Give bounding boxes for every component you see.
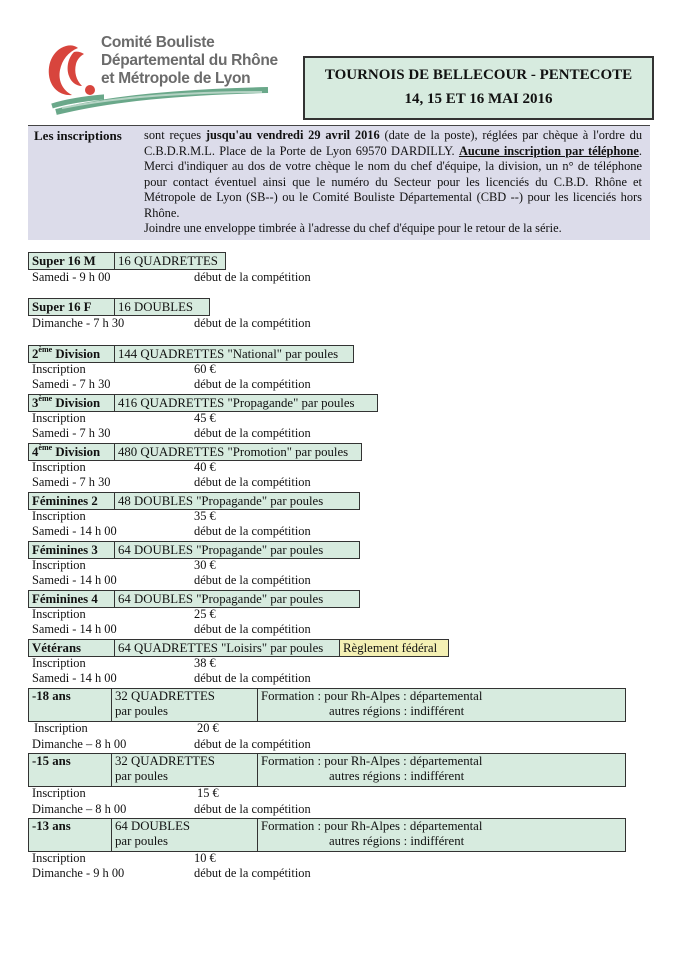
category-name: Vétérans (29, 640, 115, 656)
inscription-label: Inscription (32, 411, 86, 425)
category-name: -15 ans (29, 754, 112, 786)
category-name: Super 16 M (29, 253, 115, 269)
swoosh-icon (52, 86, 272, 116)
formation-note: Formation : pour Rh-Alpes : départemental autres régions : indifférent (261, 754, 483, 783)
insc-part3: . Merci d'indiquer au dos de votre chèque le nom du chef d'équipe, la division, un n° de téléphone pour contact éventuel ainsi que le numéro du Secteur pour les licenciés du C.B.D. Rhône et Métropole de Lyon (SB--) ou le Comité Bouliste Départemental (CBD --) pour les licenciés hors Rhône. (144, 143, 642, 220)
category-time: Samedi - 9 h 00 (32, 270, 111, 284)
start-label: début de la compétition (194, 737, 311, 751)
category-desc: 16 DOUBLES (118, 300, 194, 314)
category-time: Samedi - 7 h 30 (32, 475, 111, 489)
category-time: Dimanche - 7 h 30 (32, 316, 125, 330)
category-name: Super 16 F (29, 299, 115, 315)
category-desc: 144 QUADRETTES "National" par poules (118, 347, 339, 361)
title-line1: TOURNOIS DE BELLECOUR - PENTECOTE (324, 67, 633, 83)
start-label: début de la compétition (194, 802, 311, 816)
inscription-fee: 60 € (194, 362, 216, 376)
insc-part4: Joindre une enveloppe timbrée à l'adresse du chef d'équipe pour le retour de la série. (144, 221, 562, 235)
category-time: Dimanche - 9 h 00 (32, 866, 125, 880)
inscription-label: Inscription (32, 558, 86, 572)
category-desc: 64 QUADRETTES "Loisirs" par poules (115, 640, 340, 656)
inscription-fee: 10 € (194, 851, 216, 865)
category-desc: 64 DOUBLES "Propagande" par poules (118, 543, 324, 557)
insc-no-phone: Aucune inscription par téléphone (458, 143, 639, 158)
start-label: début de la compétition (194, 671, 311, 685)
category-desc: 32 QUADRETTES par poules (112, 689, 258, 721)
category-time: Samedi - 14 h 00 (32, 524, 117, 538)
category-header (28, 252, 226, 270)
insc-part2: (date de la poste), réglées par chèque à l'ordre du C.B.D.R.M.L. Place de la Porte de Lyon 69570 DARDILLY. (144, 128, 643, 158)
inscription-fee: 38 € (194, 656, 216, 670)
inscription-label: Inscription (32, 656, 86, 670)
inscription-label: Inscription (32, 851, 86, 865)
title-box (303, 56, 654, 120)
start-label: début de la compétition (194, 316, 311, 330)
category-header (28, 298, 210, 316)
start-label: début de la compétition (194, 377, 311, 391)
inscriptions-label: Les inscriptions (34, 128, 122, 143)
category-header (28, 394, 378, 412)
inscription-label: Inscription (34, 721, 88, 735)
reglement-federal-badge: Règlement fédéral (340, 640, 448, 656)
category-header (28, 753, 626, 787)
start-label: début de la compétition (194, 866, 311, 880)
category-desc: 480 QUADRETTES "Promotion" par poules (118, 445, 349, 459)
category-name: Féminines 3 (29, 542, 115, 558)
category-header (28, 590, 360, 608)
category-desc: 64 DOUBLES par poules (112, 819, 258, 851)
category-desc: 16 QUADRETTES (118, 254, 218, 268)
inscription-fee: 35 € (194, 509, 216, 523)
insc-part1: sont reçues (144, 128, 206, 142)
category-name: -18 ans (29, 689, 112, 721)
inscription-fee: 30 € (194, 558, 216, 572)
org-name-line2: Départemental du Rhône (101, 52, 278, 69)
inscription-fee: 45 € (194, 411, 216, 425)
category-desc: 64 DOUBLES "Propagande" par poules (118, 592, 324, 606)
category-time: Samedi - 14 h 00 (32, 573, 117, 587)
category-name: Féminines 4 (29, 591, 115, 607)
category-time: Samedi - 14 h 00 (32, 671, 117, 685)
category-name: Féminines 2 (29, 493, 115, 509)
inscriptions-text (144, 128, 642, 237)
category-name: 4ème Division (29, 444, 115, 460)
category-header (28, 492, 360, 510)
inscription-fee: 20 € (197, 721, 219, 735)
category-name: 2ème Division (29, 346, 115, 362)
category-desc: 416 QUADRETTES "Propagande" par poules (118, 396, 355, 410)
category-header (28, 541, 360, 559)
category-desc: 48 DOUBLES "Propagande" par poules (118, 494, 324, 508)
inscription-fee: 40 € (194, 460, 216, 474)
inscription-label: Inscription (32, 607, 86, 621)
inscription-fee: 15 € (197, 786, 219, 800)
category-name: 3ème Division (29, 395, 115, 411)
start-label: début de la compétition (194, 475, 311, 489)
category-header (28, 639, 449, 657)
start-label: début de la compétition (194, 524, 311, 538)
category-header (28, 443, 362, 461)
category-time: Samedi - 7 h 30 (32, 377, 111, 391)
title-line2: 14, 15 ET 16 MAI 2016 (404, 91, 553, 107)
inscription-label: Inscription (32, 509, 86, 523)
org-name-line3: et Métropole de Lyon (101, 70, 251, 87)
category-time: Samedi - 7 h 30 (32, 426, 111, 440)
category-desc: 32 QUADRETTES par poules (112, 754, 258, 786)
category-header (28, 688, 626, 722)
category-time: Dimanche – 8 h 00 (32, 737, 127, 751)
formation-note: Formation : pour Rh-Alpes : départemental autres régions : indifférent (261, 819, 483, 848)
start-label: début de la compétition (194, 573, 311, 587)
insc-deadline: jusqu'au vendredi 29 avril 2016 (205, 128, 380, 142)
category-header (28, 818, 626, 852)
category-time: Dimanche – 8 h 00 (32, 802, 127, 816)
category-time: Samedi - 14 h 00 (32, 622, 117, 636)
start-label: début de la compétition (194, 426, 311, 440)
org-name-line1: Comité Bouliste (101, 34, 215, 51)
formation-note: Formation : pour Rh-Alpes : départemental autres régions : indifférent (261, 689, 483, 718)
start-label: début de la compétition (194, 270, 311, 284)
category-name: -13 ans (29, 819, 112, 851)
category-header (28, 345, 354, 363)
inscription-label: Inscription (32, 786, 86, 800)
inscription-label: Inscription (32, 460, 86, 474)
inscription-label: Inscription (32, 362, 86, 376)
start-label: début de la compétition (194, 622, 311, 636)
inscription-fee: 25 € (194, 607, 216, 621)
